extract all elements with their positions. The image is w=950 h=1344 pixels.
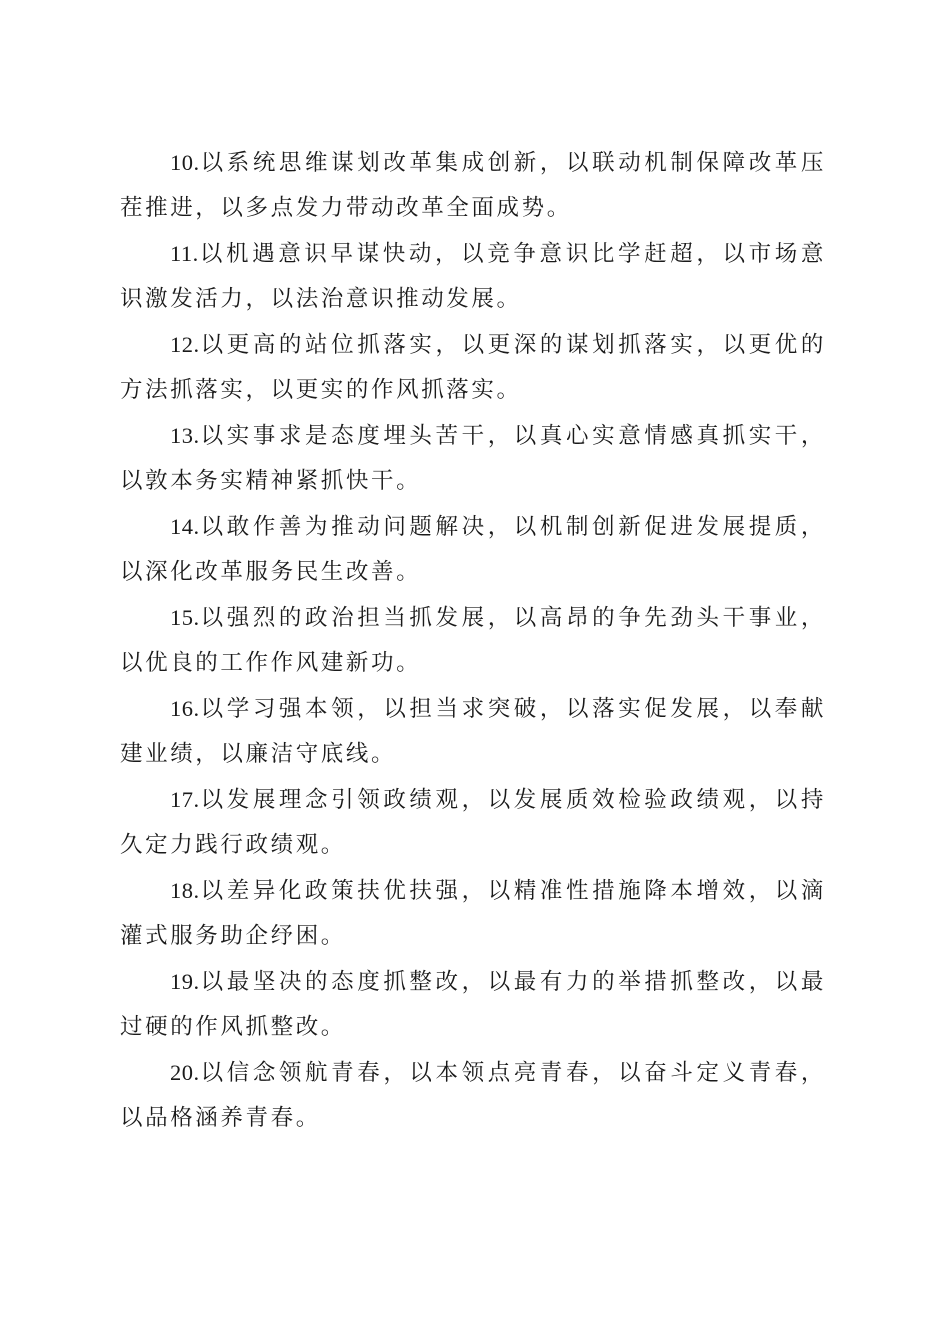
list-item (120, 1050, 826, 1141)
document-body (120, 140, 826, 1141)
item-number: 12. (170, 332, 200, 357)
item-text: 以发展理念引领政绩观，以发展质效检验政绩观，以持久定力践行政绩观。 (120, 787, 826, 858)
item-number: 14. (170, 514, 200, 539)
list-item (120, 504, 826, 595)
item-text: 以学习强本领，以担当求突破，以落实促发展，以奉献建业绩，以廉洁守底线。 (120, 696, 826, 767)
list-item (120, 777, 826, 868)
list-item (120, 231, 826, 322)
item-text: 以机遇意识早谋快动，以竞争意识比学赶超，以市场意识激发活力，以法治意识推动发展。 (120, 241, 826, 312)
item-text: 以差异化政策扶优扶强，以精准性措施降本增效，以滴灌式服务助企纾困。 (120, 878, 826, 949)
item-number: 15. (170, 605, 200, 630)
item-number: 11. (170, 241, 199, 266)
list-item (120, 868, 826, 959)
item-number: 13. (170, 423, 200, 448)
item-text: 以信念领航青春，以本领点亮青春，以奋斗定义青春，以品格涵养青春。 (120, 1060, 826, 1131)
list-item (120, 413, 826, 504)
item-text: 以强烈的政治担当抓发展，以高昂的争先劲头干事业，以优良的工作作风建新功。 (120, 605, 826, 676)
item-number: 17. (170, 787, 200, 812)
list-item (120, 140, 826, 231)
item-text: 以敢作善为推动问题解决，以机制创新促进发展提质，以深化改革服务民生改善。 (120, 514, 826, 585)
item-number: 19. (170, 969, 200, 994)
item-number: 18. (170, 878, 200, 903)
list-item (120, 686, 826, 777)
item-number: 10. (170, 150, 200, 175)
item-number: 16. (170, 696, 200, 721)
item-text: 以最坚决的态度抓整改，以最有力的举措抓整改，以最过硬的作风抓整改。 (120, 969, 826, 1040)
item-text: 以系统思维谋划改革集成创新，以联动机制保障改革压茬推进，以多点发力带动改革全面成势。 (120, 150, 826, 221)
list-item (120, 322, 826, 413)
list-item (120, 959, 826, 1050)
item-text: 以更高的站位抓落实，以更深的谋划抓落实，以更优的方法抓落实，以更实的作风抓落实。 (120, 332, 826, 403)
item-number: 20. (170, 1060, 200, 1085)
list-item (120, 595, 826, 686)
item-text: 以实事求是态度埋头苦干，以真心实意情感真抓实干，以敦本务实精神紧抓快干。 (120, 423, 826, 494)
